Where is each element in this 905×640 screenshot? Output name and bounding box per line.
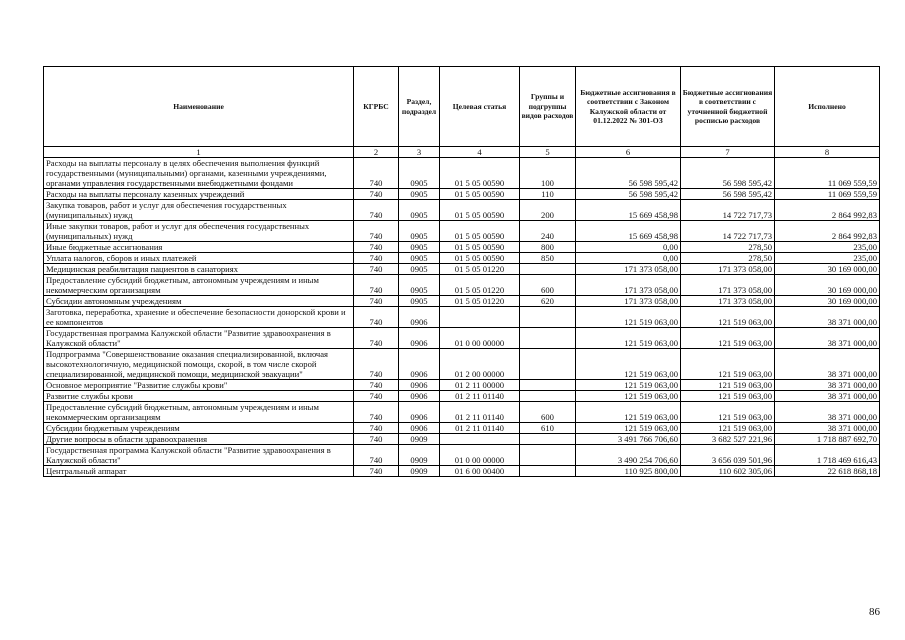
row-section: 0905 [399,189,440,200]
row-refined-amount: 121 519 063,00 [681,349,775,380]
row-target: 01 2 00 00000 [440,349,520,380]
row-executed-amount: 11 069 559,59 [775,158,880,189]
row-law-amount: 0,00 [576,242,681,253]
row-refined-amount: 171 373 058,00 [681,296,775,307]
column-number: 5 [520,147,576,158]
row-kgrbs: 740 [354,158,399,189]
row-group [520,328,576,349]
table-row [44,391,880,402]
table-row [44,158,880,189]
row-name: Расходы на выплаты персоналу казенных учреждений [44,189,354,200]
row-executed-amount: 2 864 992,83 [775,221,880,242]
row-law-amount: 171 373 058,00 [576,275,681,296]
row-law-amount: 171 373 058,00 [576,264,681,275]
row-group [520,264,576,275]
row-group [520,434,576,445]
column-number: 1 [44,147,354,158]
row-law-amount: 15 669 458,98 [576,221,681,242]
row-executed-amount: 11 069 559,59 [775,189,880,200]
row-section: 0905 [399,158,440,189]
header-group: Группы и подгруппы видов расходов [520,67,576,147]
row-executed-amount: 235,00 [775,253,880,264]
row-executed-amount: 38 371 000,00 [775,380,880,391]
column-number: 7 [681,147,775,158]
column-number: 3 [399,147,440,158]
row-group [520,445,576,466]
table-row [44,200,880,221]
row-kgrbs: 740 [354,200,399,221]
row-refined-amount: 121 519 063,00 [681,402,775,423]
row-law-amount: 3 490 254 706,60 [576,445,681,466]
table-row [44,242,880,253]
table-row [44,402,880,423]
row-target: 01 5 05 00590 [440,158,520,189]
budget-table [43,66,880,477]
row-section: 0909 [399,434,440,445]
row-target: 01 5 05 00590 [440,189,520,200]
row-name: Заготовка, переработка, хранение и обеспечение безопасности донорской крови и ее компонентов [44,307,354,328]
row-name: Другие вопросы в области здравоохранения [44,434,354,445]
row-target: 01 5 05 00590 [440,242,520,253]
row-law-amount: 3 491 766 706,60 [576,434,681,445]
row-target: 01 2 11 01140 [440,391,520,402]
row-kgrbs: 740 [354,380,399,391]
row-executed-amount: 38 371 000,00 [775,391,880,402]
row-section: 0905 [399,200,440,221]
table-row [44,328,880,349]
row-target: 01 5 05 00590 [440,253,520,264]
row-name: Центральный аппарат [44,466,354,477]
row-refined-amount: 56 598 595,42 [681,158,775,189]
row-target: 01 2 11 00000 [440,380,520,391]
row-kgrbs: 740 [354,264,399,275]
row-section: 0905 [399,296,440,307]
page-number: 86 [869,606,880,618]
row-section: 0905 [399,242,440,253]
row-executed-amount: 22 618 868,18 [775,466,880,477]
row-group: 240 [520,221,576,242]
row-group: 850 [520,253,576,264]
row-section: 0909 [399,466,440,477]
table-row [44,423,880,434]
table-row [44,189,880,200]
row-law-amount: 121 519 063,00 [576,402,681,423]
row-group [520,391,576,402]
table-row [44,445,880,466]
row-target: 01 5 05 01220 [440,296,520,307]
header-refined: Бюджетные ассигнования в соответствии с уточненной бюджетной росписью расходов [681,67,775,147]
row-law-amount: 121 519 063,00 [576,391,681,402]
row-law-amount: 56 598 595,42 [576,189,681,200]
row-refined-amount: 278,50 [681,253,775,264]
row-law-amount: 121 519 063,00 [576,423,681,434]
row-kgrbs: 740 [354,189,399,200]
row-target: 01 0 00 00000 [440,328,520,349]
row-law-amount: 0,00 [576,253,681,264]
row-target: 01 5 05 01220 [440,275,520,296]
row-name: Расходы на выплаты персоналу в целях обеспечения выполнения функций государственными (муниципальными) органами, казенными учреждениями, органами управления государственными внебюджетными фондами [44,158,354,189]
row-section: 0905 [399,253,440,264]
row-executed-amount: 30 169 000,00 [775,296,880,307]
row-group: 200 [520,200,576,221]
row-executed-amount: 2 864 992,83 [775,200,880,221]
row-executed-amount: 1 718 887 692,70 [775,434,880,445]
table-row [44,349,880,380]
header-target: Целевая статья [440,67,520,147]
column-number: 2 [354,147,399,158]
row-executed-amount: 38 371 000,00 [775,307,880,328]
row-target [440,307,520,328]
row-name: Предоставление субсидий бюджетным, автономным учреждениям и иным некоммерческим организациям [44,402,354,423]
row-section: 0909 [399,445,440,466]
row-section: 0906 [399,307,440,328]
row-law-amount: 171 373 058,00 [576,296,681,307]
row-kgrbs: 740 [354,221,399,242]
row-group [520,380,576,391]
table-row [44,275,880,296]
row-section: 0905 [399,264,440,275]
row-name: Субсидии бюджетным учреждениям [44,423,354,434]
row-law-amount: 121 519 063,00 [576,307,681,328]
row-refined-amount: 14 722 717,73 [681,200,775,221]
table-row [44,264,880,275]
row-refined-amount: 171 373 058,00 [681,275,775,296]
column-number-row [44,147,880,158]
row-executed-amount: 1 718 469 616,43 [775,445,880,466]
row-section: 0906 [399,349,440,380]
row-group: 620 [520,296,576,307]
row-kgrbs: 740 [354,434,399,445]
row-refined-amount: 14 722 717,73 [681,221,775,242]
row-refined-amount: 121 519 063,00 [681,380,775,391]
column-number: 4 [440,147,520,158]
row-target: 01 5 05 00590 [440,200,520,221]
row-kgrbs: 740 [354,391,399,402]
row-name: Закупка товаров, работ и услуг для обеспечения государственных (муниципальных) нужд [44,200,354,221]
row-group [520,466,576,477]
row-name: Предоставление субсидий бюджетным, автономным учреждениям и иным некоммерческим организациям [44,275,354,296]
row-refined-amount: 121 519 063,00 [681,423,775,434]
row-refined-amount: 171 373 058,00 [681,264,775,275]
row-kgrbs: 740 [354,402,399,423]
row-section: 0905 [399,275,440,296]
row-refined-amount: 121 519 063,00 [681,328,775,349]
row-refined-amount: 3 656 039 501,96 [681,445,775,466]
row-kgrbs: 740 [354,296,399,307]
row-target: 01 6 00 00400 [440,466,520,477]
row-refined-amount: 278,50 [681,242,775,253]
table-row [44,466,880,477]
row-group: 100 [520,158,576,189]
row-law-amount: 110 925 800,00 [576,466,681,477]
row-name: Иные закупки товаров, работ и услуг для обеспечения государственных (муниципальных) нужд [44,221,354,242]
row-name: Подпрограмма "Совершенствование оказания специализированной, включая высокотехнологичную, медицинской помощи, скорой, в том числе скорой специализированной, медицинской помощи, медицинской эвакуации" [44,349,354,380]
row-target: 01 5 05 01220 [440,264,520,275]
row-name: Государственная программа Калужской области "Развитие здравоохранения в Калужской области" [44,445,354,466]
header-row [44,67,880,147]
row-refined-amount: 121 519 063,00 [681,391,775,402]
table-row [44,307,880,328]
row-kgrbs: 740 [354,253,399,264]
row-kgrbs: 740 [354,307,399,328]
row-kgrbs: 740 [354,445,399,466]
row-executed-amount: 38 371 000,00 [775,349,880,380]
row-law-amount: 121 519 063,00 [576,349,681,380]
row-target: 01 2 11 01140 [440,423,520,434]
header-kgrbs: КГРБС [354,67,399,147]
row-refined-amount: 56 598 595,42 [681,189,775,200]
row-name: Развитие службы крови [44,391,354,402]
row-section: 0906 [399,423,440,434]
row-name: Государственная программа Калужской области "Развитие здравоохранения в Калужской области" [44,328,354,349]
row-kgrbs: 740 [354,275,399,296]
row-group: 600 [520,275,576,296]
column-number: 6 [576,147,681,158]
column-number: 8 [775,147,880,158]
row-executed-amount: 38 371 000,00 [775,423,880,434]
row-target: 01 5 05 00590 [440,221,520,242]
row-kgrbs: 740 [354,349,399,380]
table-row [44,434,880,445]
row-group: 600 [520,402,576,423]
row-executed-amount: 30 169 000,00 [775,275,880,296]
header-executed: Исполнено [775,67,880,147]
table-row [44,380,880,391]
row-name: Основное мероприятие "Развитие службы крови" [44,380,354,391]
row-group: 610 [520,423,576,434]
row-law-amount: 121 519 063,00 [576,328,681,349]
row-section: 0906 [399,391,440,402]
row-target [440,434,520,445]
row-kgrbs: 740 [354,466,399,477]
row-group: 800 [520,242,576,253]
row-law-amount: 56 598 595,42 [576,158,681,189]
row-target: 01 2 11 01140 [440,402,520,423]
header-name: Наименование [44,67,354,147]
row-law-amount: 15 669 458,98 [576,200,681,221]
row-executed-amount: 38 371 000,00 [775,402,880,423]
row-name: Уплата налогов, сборов и иных платежей [44,253,354,264]
row-section: 0906 [399,328,440,349]
row-section: 0905 [399,221,440,242]
table-row [44,221,880,242]
row-section: 0906 [399,380,440,391]
row-refined-amount: 121 519 063,00 [681,307,775,328]
row-kgrbs: 740 [354,328,399,349]
row-name: Субсидии автономным учреждениям [44,296,354,307]
row-group: 110 [520,189,576,200]
row-group [520,349,576,380]
row-executed-amount: 30 169 000,00 [775,264,880,275]
table-row [44,253,880,264]
row-executed-amount: 38 371 000,00 [775,328,880,349]
row-group [520,307,576,328]
row-name: Иные бюджетные ассигнования [44,242,354,253]
row-target: 01 0 00 00000 [440,445,520,466]
row-name: Медицинская реабилитация пациентов в санаториях [44,264,354,275]
row-section: 0906 [399,402,440,423]
table-row [44,296,880,307]
row-kgrbs: 740 [354,242,399,253]
row-refined-amount: 110 602 305,06 [681,466,775,477]
row-kgrbs: 740 [354,423,399,434]
header-law: Бюджетные ассигнования в соответствии с Законом Калужской области от 01.12.2022 № 301-ОЗ [576,67,681,147]
row-law-amount: 121 519 063,00 [576,380,681,391]
row-refined-amount: 3 682 527 221,96 [681,434,775,445]
header-section: Раздел, подраздел [399,67,440,147]
row-executed-amount: 235,00 [775,242,880,253]
